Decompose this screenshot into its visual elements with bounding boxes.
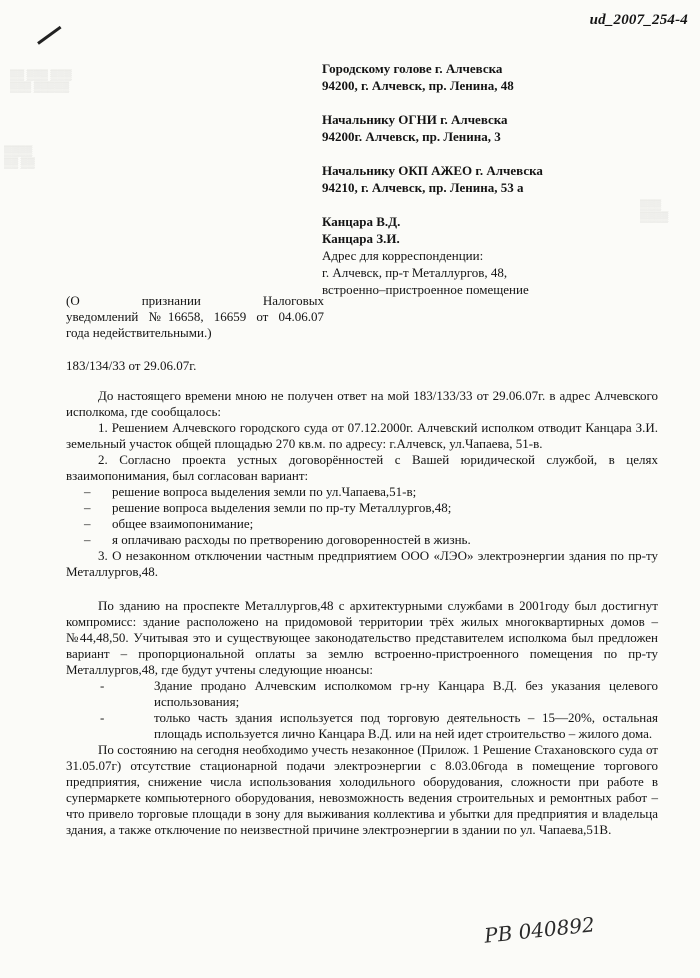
building-paragraph: По зданию на проспекте Металлургов,48 с архитектурными службами в 2001году был достигнут компромисс: здание расположено на придомовой территории трёх жилых многоквартирных домов – №44,48,50. Учитывая это и существующее законодательство представителем исполкома был предложен вариант – пропорциональной оплаты за землю встроенно-пристроенного помещения по пр-ту Металлургов,48, где будут учтены следующие нюансы: [66,598,658,677]
list-item: – общее взаимопонимание; [84,516,254,531]
addressee-block [322,60,682,298]
addressee-address: 94210, г. Алчевск, пр. Ленина, 53 а [322,180,524,195]
pen-stroke-mark [37,26,61,45]
addressee-title: Начальнику ОГНИ г. Алчевска [322,112,508,127]
addressee-address: 94200г. Алчевск, пр. Ленина, 3 [322,129,501,144]
list-item: - Здание продано Алчевским исполкомом гр-ну Канцара В.Д. без указания целевого использования; [100,678,658,709]
list-item: – решение вопроса выделения земли по ул.Чапаева,51-в; [84,484,417,499]
list-item: – решение вопроса выделения земли по пр-ту Металлургов,48; [84,500,452,515]
point-2: 2. Согласно проекта устных договорённостей с Вашей юридической службой, в целях взаимопонимания, был согласован вариант: [66,452,658,483]
bleed-through-text: ▒▒ ▒▒▒ ▒▒▒ ▒▒▒ ▒▒▒▒▒ [10,70,72,93]
correspondence-premises: встроенно–пристроенное помещение [322,282,529,297]
subject-block [66,293,324,341]
letter-body [66,388,658,580]
bleed-through-text: ▒▒▒ ▒▒▒▒ [640,200,669,223]
correspondence-address: г. Алчевск, пр-т Металлургов, 48, [322,265,508,280]
list-item: – я оплачиваю расходы по претворению договоренностей в жизнь. [84,532,471,547]
point-1: 1. Решением Алчевского городского суда от 07.12.2000г. Алчевский исполком отводит Канцара З.И. земельный участок общей площадью 270 кв.м. по адресу: г.Алчевск, ул.Чапаева, 51-в. [66,420,658,451]
subject-line: года недействительными.) [66,325,212,340]
reference-number: 183/134/33 от 29.06.07г. [66,358,197,373]
bleed-through-text: ▒▒▒▒ ▒▒ ▒▒ [4,146,35,169]
subject-line: уведомлений №16658, 16659 от 04.06.07 [66,309,324,324]
point-3: 3. О незаконном отключении частным предприятием ООО «ЛЭО» электроэнергии здания по пр-ту Металлургов,48. [66,548,658,579]
subject-line: (О признании Налоговых [66,293,324,308]
letter-body-continued [66,598,658,838]
list-item: - только часть здания используется под торговую деятельность – 15—20%, остальная площадь используется лично Канцара В.Д. или на ней идет строительство – жилого дома. [100,710,658,741]
correspondence-label: Адрес для корреспонденции: [322,248,484,263]
sender-name: Канцара В.Д. [322,214,401,229]
sender-name: Канцара З.И. [322,231,400,246]
intro-paragraph: До настоящего времени мною не получен ответ на мой 183/133/33 от 29.06.07г. в адрес Алчевского исполкома, где сообщалось: [66,388,658,419]
addressee-address: 94200, г. Алчевск, пр. Ленина, 48 [322,78,514,93]
document-id: ud_2007_254-4 [589,12,688,28]
final-paragraph: По состоянию на сегодня необходимо учесть незаконное (Прилож. 1 Решение Стахановского суда от 31.05.07г) отсутствие стационарной подачи электроэнергии с 8.03.06года в помещение торгового предприятия, снижение числа использования холодильного оборудования, сложности при работе в супермаркете компьютерного оборудования, невозможность ведения строительных и ремонтных работ – что привело торговые площади в зону для выживания коллектива и убытки для предприятия и владельца здания, а также отключение по неизвестной причине электроэнергии в здании по ул. Чапаева,51В. [66,742,658,837]
handwritten-note: РВ 040892 [483,912,596,948]
addressee-title: Городскому голове г. Алчевска [322,61,503,76]
addressee-title: Начальнику ОКП АЖЕО г. Алчевска [322,163,543,178]
